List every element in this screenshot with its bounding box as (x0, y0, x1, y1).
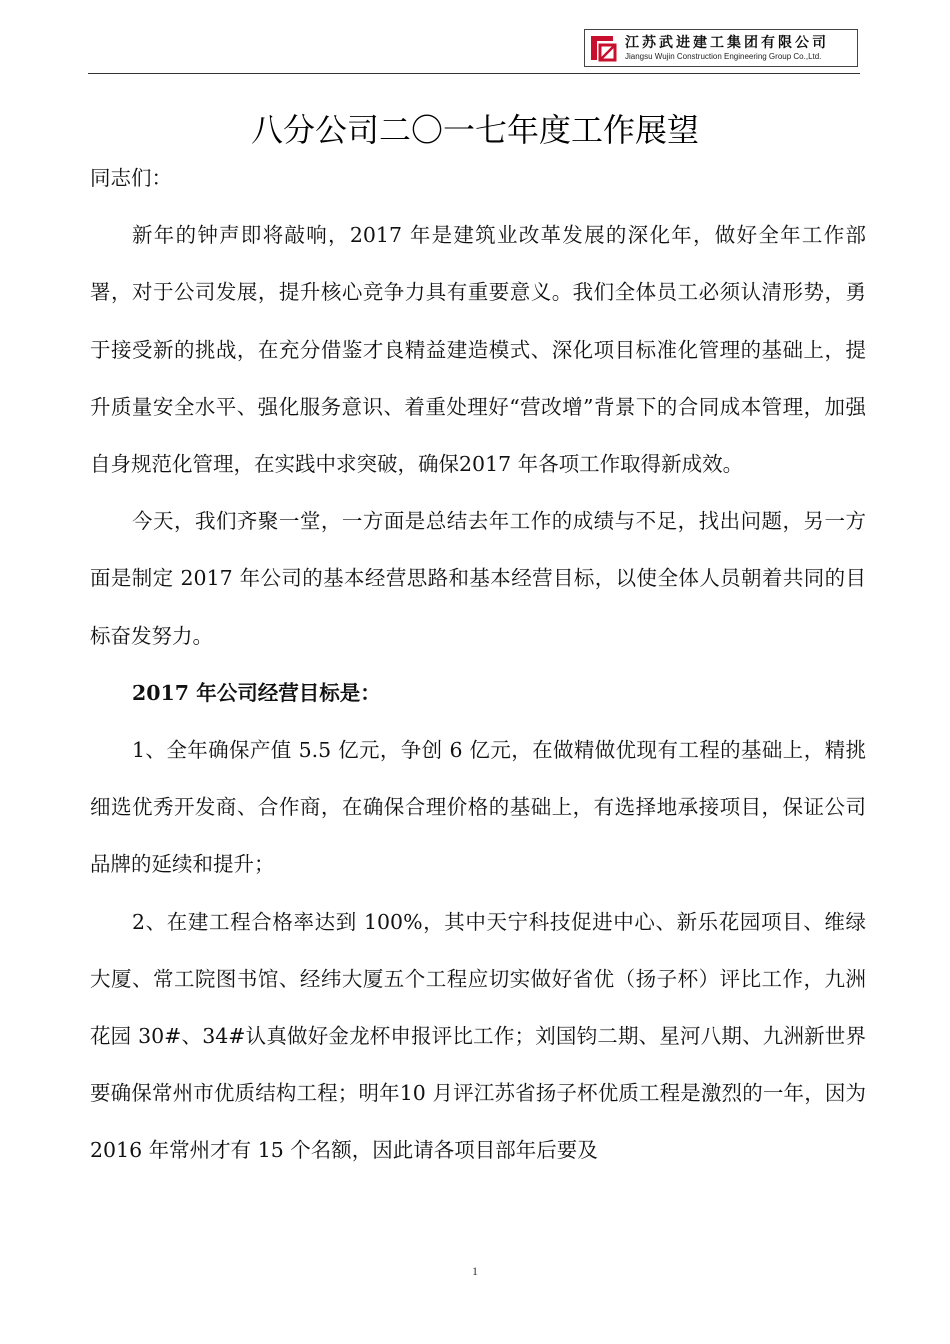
salutation: 同志们： (90, 166, 172, 190)
company-name-en: Jiangsu Wujin Construction Engineering Group Co.,Ltd. (625, 51, 822, 61)
goals-heading: 2017 年公司经营目标是： (132, 680, 381, 705)
body-paragraph-2: 今天，我们齐聚一堂，一方面是总结去年工作的成绩与不足，找出问题，另一方面是制定 2017 年公司的基本经营思路和基本经营目标，以使全体人员朝着共同的目标奋发努力。 (90, 509, 866, 648)
body-paragraph-1: 新年的钟声即将敲响，2017 年是建筑业改革发展的深化年，做好全年工作部署，对于公司发展，提升核心竞争力具有重要意义。我们全体员工必须认清形势，勇于接受新的挑战，在充分借鉴才良精益建造模式、深化项目标准化管理的基础上，提升质量安全水平、强化服务意识、着重处理好“营改增”背景下的合同成本管理，加强自身规范化管理，在实践中求突破，确保2017 年各项工作取得新成效。 (90, 223, 866, 477)
document-title: 八分公司二〇一七年度工作展望 (250, 111, 699, 150)
header-divider (88, 73, 860, 74)
company-header-logo (584, 29, 858, 67)
document-body (90, 150, 866, 1180)
company-name-cn: 江苏武进建工集团有限公司 (625, 34, 829, 51)
goal-item-1: 1、全年确保产值 5.5 亿元，争创 6 亿元，在做精做优现有工程的基础上，精挑细选优秀开发商、合作商，在确保合理价格的基础上，有选择地承接项目，保证公司品牌的延续和提升； (90, 738, 866, 877)
company-logo-icon (589, 33, 619, 63)
goal-item-2: 2、在建工程合格率达到 100%，其中天宁科技促进中心、新乐花园项目、维绿大厦、常工院图书馆、经纬大厦五个工程应切实做好省优（扬子杯）评比工作，九洲花园 30#、34#认真做好金龙杯申报评比工作；刘国钧二期、星河八期、九洲新世界要确保常州市优质结构工程；明年10 月评江苏省扬子杯优质工程是激烈的一年，因为 2016 年常州才有 15 个名额，因此请各项目部年后要及 (90, 909, 866, 1163)
company-name-block (625, 36, 829, 61)
page-number: 1 (472, 1264, 478, 1278)
